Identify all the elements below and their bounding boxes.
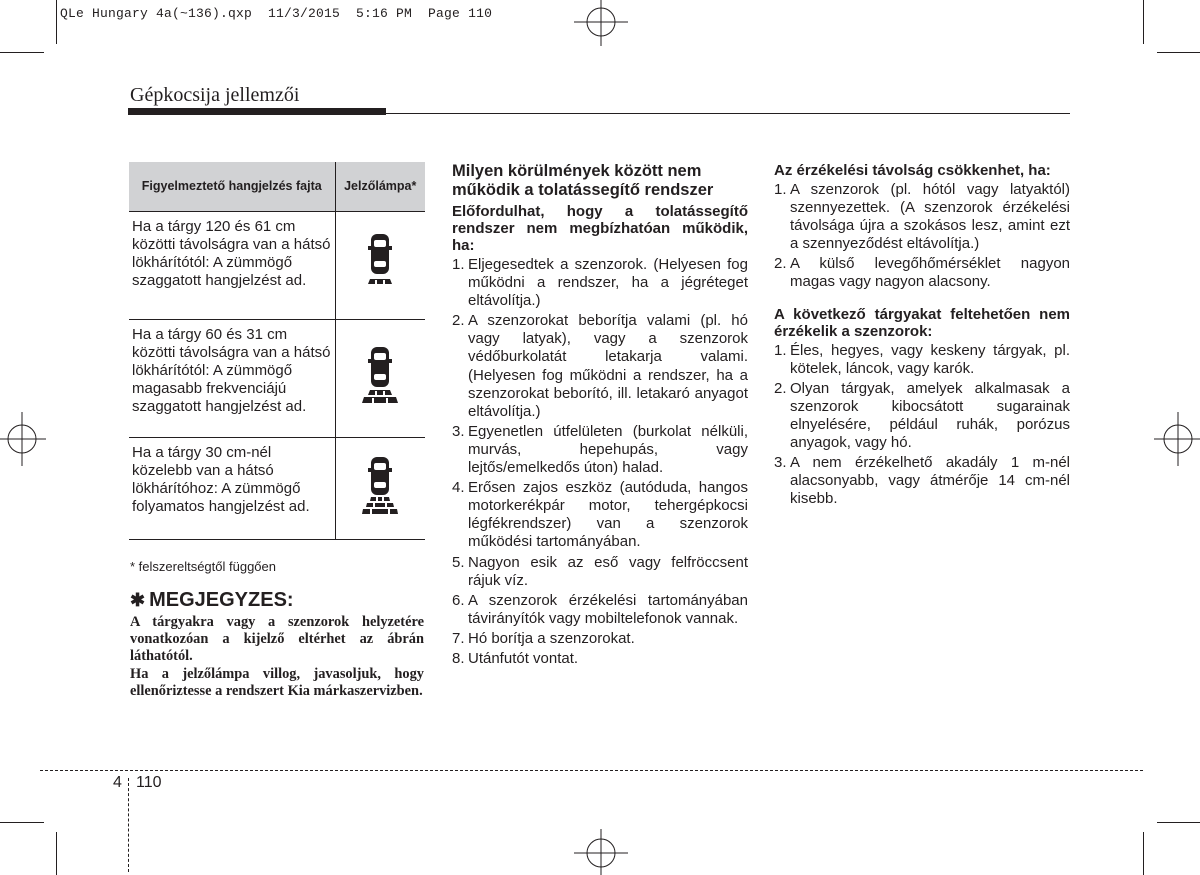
note-paragraph: A tárgyakra vagy a szenzorok helyzetére vonatkozóan a kijelző eltérhet az ábrán láthatótól. — [130, 614, 424, 665]
crop-mark — [0, 52, 44, 53]
undetectable-objects-list — [774, 342, 1070, 509]
note-body — [130, 614, 424, 700]
car-rear-sensor-1-bar-icon — [362, 232, 398, 294]
crop-mark — [1157, 822, 1200, 823]
column-3-heading-2: A következő tárgyakat feltehetően nem érzékelik a szenzorok: — [774, 305, 1070, 340]
column-2 — [452, 162, 748, 668]
warning-sound-table — [129, 162, 425, 540]
car-rear-sensor-3-bars-icon — [358, 455, 402, 517]
page-number: 110 — [136, 774, 162, 791]
crop-mark — [56, 832, 57, 875]
list-item: 4. Erősen zajos eszköz (autóduda, hangos motorkerékpár motor, tehergépkocsi légfékrendszer) van a szenzorok működési tartományában. — [452, 479, 748, 551]
table-row — [129, 319, 425, 437]
list-item: 1. Éles, hegyes, vagy keskeny tárgyak, pl. kötelek, láncok, vagy karók. — [774, 341, 1070, 377]
column-2-heading: Milyen körülmények között nem működik a tolatássegítő rendszer — [452, 162, 714, 199]
note-title: MEGJEGYZES: — [149, 589, 294, 611]
list-item: 3. A nem érzékelhető akadály 1 m-nél alacsonyabb, vagy átmérője 14 cm-nél kisebb. — [774, 454, 1070, 508]
column-3 — [774, 162, 1070, 508]
list-item: 8. Utánfutót vontat. — [452, 649, 579, 667]
print-slug: QLe Hungary 4a(~136).qxp 11/3/2015 5:16 PM Page 110 — [60, 6, 493, 21]
spacer — [774, 292, 1070, 306]
list-item: 1. A szenzorok (pl. hótól vagy latyaktól) szennyezettek. (A szenzorok érzékelési távolsága újra a szokásos lesz, amint ezt a szennyeződést eltávolítja.) — [774, 181, 1070, 253]
footer-divider — [128, 778, 129, 872]
distance-reduction-list — [774, 181, 1070, 292]
car-rear-sensor-2-bars-icon — [358, 345, 402, 407]
chapter-number: 4 — [113, 774, 122, 791]
table-cell-indicator — [335, 437, 425, 539]
registration-mark-bottom — [574, 829, 628, 875]
table-header-indicator: Jelzőlámpa* — [335, 162, 425, 211]
table-cell-description: Ha a tárgy 30 cm-nél közelebb van a hátsó lökhárítóhoz: A zümmögő folyamatos hangjelzést ad. — [129, 437, 335, 539]
list-item: 7. Hó borítja a szenzorokat. — [452, 629, 635, 647]
table-cell-indicator — [335, 319, 425, 437]
table-cell-description: Ha a tárgy 60 és 31 cm közötti távolságra van a hátsó lökhárítótól: A zümmögő magasabb frekvenciájú szaggatott hangjelzést ad. — [129, 319, 335, 437]
title-rule-thin — [386, 113, 1070, 114]
crop-mark — [1143, 0, 1144, 44]
table-row — [129, 211, 425, 319]
table-header-sound-type: Figyelmeztető hangjelzés fajta — [129, 162, 335, 211]
note-heading — [130, 589, 294, 612]
asterisk-icon: ✱ — [130, 590, 146, 610]
list-item: 2. A külső levegőhőmérséklet nagyon magas vagy nagyon alacsony. — [774, 255, 1070, 291]
list-item: 6. A szenzorok érzékelési tartományában távirányítók vagy mobiltelefonok vannak. — [452, 591, 748, 627]
limitations-list — [452, 256, 748, 668]
crop-mark — [56, 0, 57, 44]
registration-mark-left — [0, 412, 46, 466]
footer-rule — [40, 770, 1143, 771]
list-item: 2. A szenzorokat beborítja valami (pl. hó vagy latyak), vagy a szenzorok védőburkolatát letakarja valami. (Helyesen fog működni a rendszer, ha a szenzorokat beborító, ill. letakaró anyagot eltávolítja.) — [452, 312, 748, 420]
table-cell-description: Ha a tárgy 120 és 61 cm közötti távolságra van a hátsó lökhárítótól: A zümmögő szaggatott hangjelzést ad. — [129, 211, 335, 319]
table-cell-indicator — [335, 211, 425, 319]
column-3-heading-1: Az érzékelési távolság csökkenhet, ha: — [774, 162, 1051, 179]
list-item: 1. Eljegesedtek a szenzorok. (Helyesen fog működni a rendszer, ha a jégréteget eltávolítja.) — [452, 256, 748, 310]
section-title: Gépkocsija jellemzői — [130, 84, 300, 106]
crop-mark — [0, 822, 44, 823]
crop-mark — [1157, 52, 1200, 53]
list-item: 2. Olyan tárgyak, amelyek alkalmasak a szenzorok kibocsátott sugarainak elnyelésére, például ruhák, porózus anyagok, vagy hó. — [774, 379, 1070, 452]
column-2-subheading: Előfordulhat, hogy a tolatássegítő rendszer nem megbízhatóan működik, ha: — [452, 203, 748, 254]
list-item: 5. Nagyon esik az eső vagy felfröccsent rájuk víz. — [452, 553, 748, 589]
note-paragraph: Ha a jelzőlámpa villog, javasoljuk, hogy ellenőriztesse a rendszert Kia márkaszervizben. — [130, 665, 424, 699]
registration-mark-right — [1154, 412, 1200, 466]
table-footnote: * felszereltségtől függően — [130, 559, 276, 574]
list-item: 3. Egyenetlen útfelületen (burkolat nélküli, murvás, hepehupás, vagy lejtős/emelkedős úton) halad. — [452, 422, 748, 477]
title-rule-thick — [128, 108, 386, 115]
registration-mark-top — [574, 0, 628, 46]
crop-mark — [1143, 832, 1144, 875]
table-row — [129, 437, 425, 539]
